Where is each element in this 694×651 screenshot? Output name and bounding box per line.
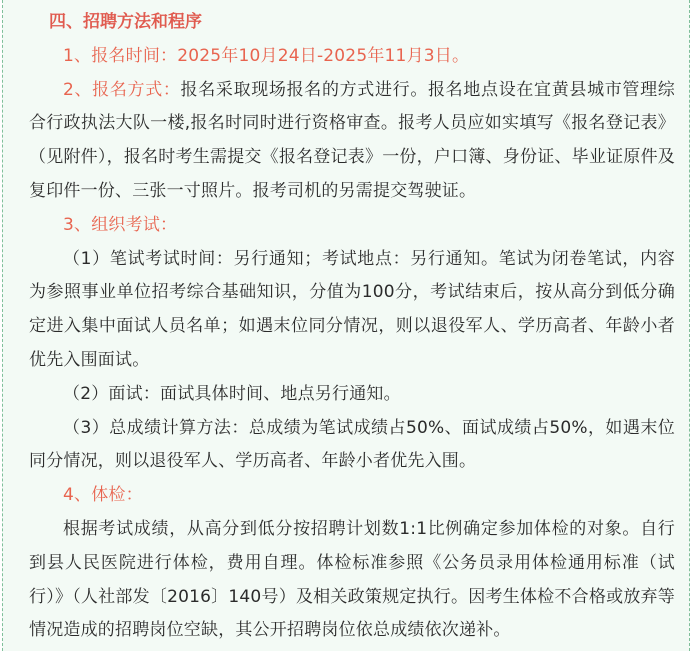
registration-time-value: 2025年10月24日-2025年11月3日。 [177, 45, 470, 66]
exam-total-paragraph: （3）总成绩计算方法：总成绩为笔试成绩占50%、面试成绩占50%，如遇末位同分情况，则以退役军人、学历高者、年龄小者优先入围。 [29, 417, 675, 472]
registration-method-text: 报名采取现场报名的方式进行。报名地点设在宜黄县城市管理综合行政执法大队一楼,报名时同时进行资格审查。报考人员应如实填写《报名登记表》（见附件），报名时考生需提交《报名登记表》一份，户口簿、身份证、毕业证原件及复印件一份、三张一寸照片。报考司机的另需提交驾驶证。 [29, 79, 675, 201]
registration-time-label: 1、报名时间： [63, 45, 178, 66]
exam-written-paragraph: （1）笔试考试时间：另行通知；考试地点：另行通知。笔试为闭卷笔试，内容为参照事业单位招考综合基础知识，分值为100分，考试结束后，按从高分到低分确定进入集中面试人员名单；如遇末位同分情况，则以退役军人、学历高者、年龄小者优先入围面试。 [29, 248, 675, 370]
article-card [2, 0, 690, 651]
physical-heading [29, 479, 675, 513]
exam-label: 3、组织考试： [63, 214, 178, 235]
physical-label: 4、体检： [63, 485, 143, 506]
exam-heading [29, 209, 675, 243]
exam-interview-paragraph: （2）面试：面试具体时间、地点另行通知。 [63, 383, 401, 404]
section-title: 四、招聘方法和程序 [49, 12, 202, 32]
registration-method [29, 74, 675, 209]
registration-method-label: 2、报名方式： [63, 79, 181, 100]
physical-paragraph: 根据考试成绩，从高分到低分按招聘计划数1:1比例确定参加体检的对象。自行到县人民医院进行体检，费用自理。体检标准参照《公务员录用体检通用标准（试行）》（人社部发〔2016〕140号）及相关政策规定执行。因考生体检不合格或放弃等情况造成的招聘岗位空缺，其公开招聘岗位依总成绩依次递补。 [29, 518, 675, 641]
article-content [29, 6, 675, 648]
registration-time [29, 40, 675, 74]
